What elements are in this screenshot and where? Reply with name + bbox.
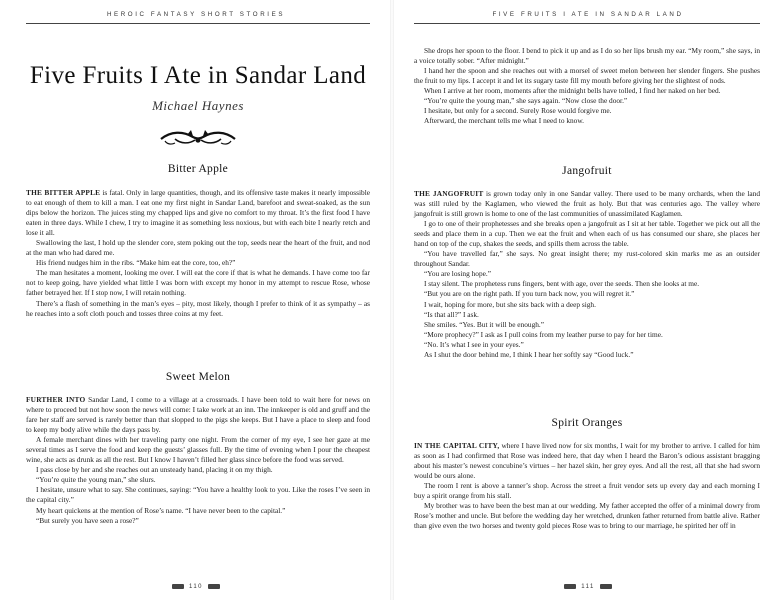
paragraph: “No. It’s what I see in your eyes.” — [424, 339, 524, 349]
section-heading: Bitter Apple — [167, 163, 229, 175]
folio-ornament-icon — [208, 584, 220, 589]
paragraph: Swallowing the last, I hold up the slender core, stem poking out the top, seeds near the heart of the fruit, and nod at the man who had dared me. — [26, 238, 370, 258]
section-heading: Sweet Melon — [165, 371, 231, 383]
paragraph: I hesitate, but only for a second. Surely Rose would forgive me. — [424, 106, 612, 116]
paragraph: She smiles. “Yes. But it will be enough.” — [424, 319, 545, 329]
lead-in: IN THE CAPITAL CITY, — [414, 441, 500, 450]
continued-text — [414, 46, 760, 126]
paragraph: IN THE CAPITAL CITY, where I have lived now for six months, I wait for my brother to arrive. I called for him as soon as I had confirmed that Rose was indeed here, that day when I heard the Baron’s odious assistant bragging about his master’s newest concubine’s virtues – her hazel skin, her grey eyes. And all the rest, all that she had sworn would be ours alone. — [414, 441, 760, 481]
paragraph: There’s a flash of something in the man’s eyes – pity, most likely, though I prefer to think of it as sympathy – as he reaches into a soft cloth pouch and tosses three coins at my feet. — [26, 298, 370, 318]
paragraph: “Is that all?” I ask. — [424, 309, 479, 319]
paragraph: The man hesitates a moment, looking me over. I will eat the core if that is what he demands. I have come too far not to keep going, have yielded what little I was born with except my honor in my attempt to rescue Rose, whose father betrayed her. If I stop now, I will retain nothing. — [26, 268, 370, 298]
lead-in: FURTHER INTO — [26, 395, 86, 404]
story-title: Five Fruits I Ate in Sandar Land — [29, 62, 367, 89]
lead-in: THE BITTER APPLE — [26, 188, 101, 197]
section-heading: Jangofruit — [562, 165, 612, 177]
paragraph: A female merchant dines with her traveling party one night. From the corner of my eye, I see her gaze at me several times as I serve the food and keep the guests’ glasses full. By the time of evening when I pour the cheapest wine, she acts as drunk as all the rest. But I know I haven’t filled her glass since before the food was served. — [26, 435, 370, 465]
fleuron-ornament-icon — [157, 127, 239, 147]
section-bitter-apple — [26, 163, 370, 319]
paragraph: I wait, hoping for more, but she sits back with a deep sigh. — [424, 299, 596, 309]
paragraph: As I shut the door behind me, I think I hear her softly say “Good luck.” — [424, 349, 634, 359]
paragraph: I pass close by her and she reaches out an unsteady hand, placing it on my thigh. — [36, 465, 273, 475]
paragraph: “You’re quite the young man,” she says again. “Now close the door.” — [424, 96, 628, 106]
page-number-left: 110 — [0, 584, 392, 590]
paragraph: I stay silent. The prophetess runs fingers, bent with age, over the seeds. Then she looks at me. — [424, 279, 700, 289]
lead-in: THE JANGOFRUIT — [414, 189, 484, 198]
paragraph: My brother was to have been the best man at our wedding. My father accepted the offer of a minimal dowry from Rose’s mother and uncle. But before the wedding day her wretched, drunken father returned from battle alive. Rather than give even the two horses and twenty gold pieces Rose was to bring to our marriage, he spirited her off in — [414, 501, 760, 531]
paragraph: The room I rent is above a tanner’s shop. Across the street a fruit vendor sets up every day and each morning I buy a spirit orange from his stall. — [414, 481, 760, 501]
paragraph: I go to one of their prophetesses and she breaks open a jangofruit as I sit at her table. Together we pick out all the seeds and place them in a cup. Then we eat the fruit and when each of us has consumed our share, she places her hand on top of the cup, shakes the seeds, and spills them across the table. — [414, 219, 760, 249]
running-head-right: FIVE FRUITS I ATE IN SANDAR LAND — [392, 11, 784, 18]
paragraph: She drops her spoon to the floor. I bend to pick it up and as I do so her lips brush my ear. “My room,” she says, in a voice totally sober. “After midnight.” — [414, 46, 760, 66]
section-heading: Spirit Oranges — [551, 417, 623, 429]
section-spirit-oranges — [414, 417, 760, 531]
right-page — [392, 0, 784, 600]
section-jangofruit — [414, 165, 760, 360]
author-name: Michael Haynes — [152, 98, 244, 113]
paragraph: “You have travelled far,” she says. No great insight there; my rust-colored skin marks me as an outsider throughout Sandar. — [414, 249, 760, 269]
section-sweet-melon — [26, 371, 370, 526]
paragraph: My heart quickens at the mention of Rose’s name. “I have never been to the capital.” — [36, 505, 286, 515]
page-number-right: 111 — [392, 584, 784, 590]
paragraph: “More prophecy?” I ask as I pull coins from my leather purse to pay for her time. — [424, 329, 663, 339]
folio-ornament-icon — [172, 584, 184, 589]
running-head-left: HEROIC FANTASY SHORT STORIES — [0, 11, 392, 18]
paragraph: “But you are on the right path. If you turn back now, you will regret it.” — [424, 289, 635, 299]
paragraph: I hesitate, unsure what to say. She continues, saying: “You have a healthy look to you. Like the roses I’ve seen in the capital city.” — [26, 485, 370, 505]
paragraph: I hand her the spoon and she reaches out with a morsel of sweet melon between her slender fingers. She pushes the fruit to my lips. I accept it and let its sugary taste fill my mouth before giving her the slightest of nods. — [414, 66, 760, 86]
paragraph: Afterward, the merchant tells me what I need to know. — [424, 116, 585, 126]
paragraph: When I arrive at her room, moments after the midnight bells have tolled, I find her naked on her bed. — [424, 86, 721, 96]
paragraph: “But surely you have seen a rose?” — [36, 515, 139, 525]
paragraph: FURTHER INTO Sandar Land, I come to a village at a crossroads. I have been told to wait here for news on where to proceed but not how soon the news will come: I take work at an inn. The innkeeper is old and gruff and the fare her staff are served is rarely better than that slopped to the pigs she keeps. But I have a place to sleep and food to keep my body alive while the days pass by. — [26, 395, 370, 435]
paragraph: His friend nudges him in the ribs. “Make him eat the core, too, eh?” — [36, 258, 236, 268]
paragraph: THE BITTER APPLE is fatal. Only in large quantities, though, and its offensive taste makes it nearly impossible to eat enough of them to kill a man. I eat one my first night in Sandar Land, barefoot and sweat-soaked, as the sun dips below the horizon. The juices sting my chapped lips and give no comfort to my throat. It’s the first food I have eaten in three days. While I chew, I try to imagine it as something less noxious, but with each bite I nearly retch and lose it all. — [26, 188, 371, 238]
paragraph: “You are losing hope.” — [424, 269, 491, 279]
paragraph: “You’re quite the young man,” she slurs. — [36, 475, 156, 485]
paragraph: THE JANGOFRUIT is grown today only in one Sandar valley. There used to be many orchards, when the land was still ruled by the Kaglamen, who viewed the fruit as holy. But that was centuries ago. The valley where jangofruit is still grown is home to one of the last communities of unassimilated Kaglamen. — [414, 189, 760, 219]
folio-ornament-icon — [600, 584, 612, 589]
folio-ornament-icon — [564, 584, 576, 589]
